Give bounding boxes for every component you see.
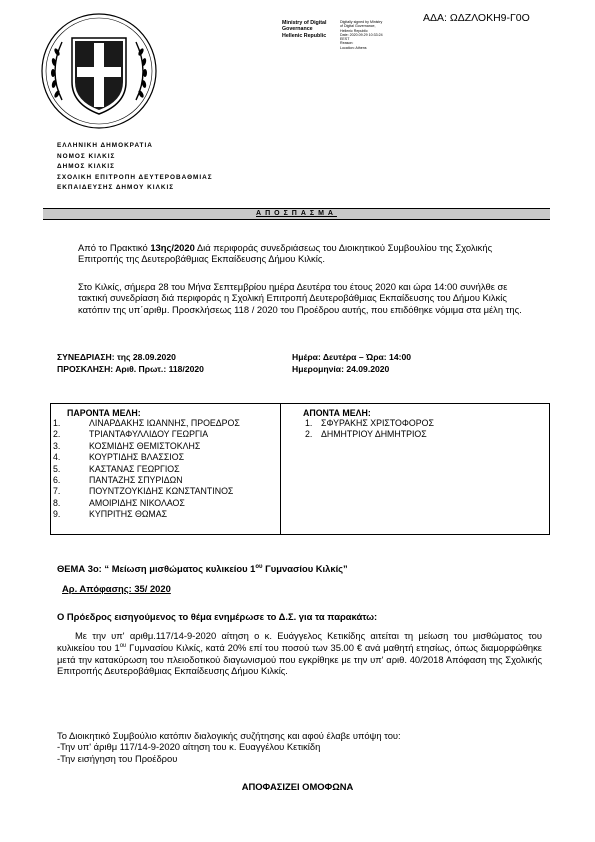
list-item: 5. ΚΑΣΤΑΝΑΣ ΓΕΩΡΓΙΟΣ	[53, 463, 180, 474]
list-item: 7. ΠΟΥΝΤΖΟΥΚΙΔΗΣ ΚΩΝΣΤΑΝΤΙΝΟΣ	[53, 486, 234, 497]
board-considerations: Το Διοικητικό Συμβούλιο κατόπιν διαλογικής συζήτησης και αφού έλαβε υπόψη του: -Την υπ' άριθμ 117/14-9-2020 αίτηση του κ. Ευαγγέλου Κετικίδη -Την εισήγηση του Προέδρου	[57, 730, 401, 764]
decision-number: Αρ. Απόφασης: 35/ 2020	[62, 583, 171, 594]
list-item: 1. ΛΙΝΑΡΔΑΚΗΣ ΙΩΑΝΝΗΣ, ΠΡΟΕΔΡΟΣ	[53, 418, 240, 428]
present-members-cell	[51, 404, 281, 535]
absent-members-title: ΑΠΟΝΤΑ ΜΕΛΗ:	[303, 408, 371, 418]
invitation-date: Ημερομηνία: 24.09.2020	[292, 364, 390, 374]
president-statement: Ο Πρόεδρος εισηγούμενος το θέμα ενημέρωσε το Δ.Σ. για τα παρακάτω:	[57, 611, 378, 622]
session-date: ΣΥΝΕΔΡΙΑΣΗ: της 28.09.2020	[57, 352, 176, 362]
present-members-title: ΠΑΡΟΝΤΑ ΜΕΛΗ:	[67, 408, 141, 418]
intro-paragraph: Από το Πρακτικό 13ης/2020 Διά περιφοράς συνεδριάσεως του Διοικητικού Συμβουλίου της Σχολικής Επιτροπής της Δευτεροβάθμιας Εκπαίδευσης Δήμου Κιλκίς.	[78, 242, 493, 265]
apospasma-title: ΑΠΟΣΠΑΣΜΑ	[256, 210, 337, 217]
decision-heading: ΑΠΟΦΑΣΙΖΕΙ ΟΜΟΦΩΝΑ	[241, 781, 354, 792]
list-item: 1. ΣΦΥΡΑΚΗΣ ΧΡΙΣΤΟΦΟΡΟΣ	[305, 418, 434, 428]
list-item: 8. ΑΜΟΙΡΙΔΗΣ ΝΙΚΟΛΑΟΣ	[53, 497, 185, 508]
list-item: 6. ΠΑΝΤΑΖΗΣ ΣΠΥΡΙΔΩΝ	[53, 475, 183, 486]
list-item: 2. ΔΗΜΗΤΡΙΟΥ ΔΗΜΗΤΡΙΟΣ	[305, 429, 427, 440]
session-paragraph: Στο Κιλκίς, σήμερα 28 του Μήνα Σεπτεμβρίου ημέρα Δευτέρα του έτους 2020 και ώρα 14:00 συνήλθε σε τακτική συνεδρίαση διά περιφοράς η Σχολική Επιτροπή Δευτεροβάθμιας Εκπαίδευσης του Δήμου Κιλκίς κατόπιν της υπ΄αριθμ. Προσκλήσεως 118 / 2020 του Προέδρου αυτής, που επιδόθηκε νόμιμα στα μέλη της.	[78, 281, 522, 315]
ada-code: ΑΔΑ: ΩΔΖΛΟΚΗ9-Γ0Ο	[423, 12, 530, 24]
request-paragraph: Με την υπ' αριθμ.117/14-9-2020 αίτηση ο κ. Ευάγγελος Κετικίδης αιτείται τη μείωση του μισθώματος του κυλικείου του $1^{o\upsilon}$ Γυμνασίου Κιλκίς, κατά 20% επί του ποσού των 35.00 € ανά μαθητή ετησίως, όπως διαμορφώθηκε μετά την κατακύρωση του πλειοδοτικού διαγωνισμού που εγκρίθηκε με την υπ' αριθ. 40/2018 Απόφαση της Σχολικής Επιτροπής Δευτεροβάθμιας Εκπαίδευσης Δήμου Κιλκίς.	[57, 630, 542, 677]
present-members-list	[51, 418, 280, 521]
list-item: 9. ΚΥΠΡΙΤΗΣ ΘΩΜΑΣ	[53, 509, 168, 520]
invitation-number: ΠΡΟΣΚΛΗΣΗ: Αριθ. Πρωτ.: 118/2020	[57, 364, 204, 374]
subject-title: ΘΕΜΑ 3ο: “ Μείωση μισθώματος κυλικείου $1^{o\upsilon}$ Γυμνασίου Κιλκίς”	[57, 563, 348, 574]
absent-members-list	[305, 418, 549, 441]
absent-members-cell	[281, 404, 550, 535]
members-table	[50, 403, 550, 535]
ministry-signature-label: Ministry of Digital Governance Hellenic Republic	[282, 20, 327, 39]
digital-signature-details: Digitally signed by Ministry of Digital Governance, Hellenic Republic Date: 2020.09.29 10:33:24 EEST Reason: Location: Athens	[340, 20, 383, 50]
session-day-time: Ημέρα: Δευτέρα – Ώρα: 14:00	[292, 352, 412, 362]
issuer-header: ΕΛΛΗΝΙΚΗ ΔΗΜΟΚΡΑΤΙΑ ΝΟΜΟΣ ΚΙΛΚΙΣ ΔΗΜΟΣ ΚΙΛΚΙΣ ΣΧΟΛΙΚΗ ΕΠΙΤΡΟΠΗ ΔΕΥΤΕΡΟΒΑΘΜΙΑΣ ΕΚΠΑΙΔΕΥΣΗΣ ΔΗΜΟΥ ΚΙΛΚΙΣ	[57, 142, 213, 192]
list-item: 3. ΚΟΣΜΙΔΗΣ ΘΕΜΙΣΤΟΚΛΗΣ	[53, 440, 201, 451]
list-item: 4. ΚΟΥΡΤΙΔΗΣ ΒΛΑΣΣΙΟΣ	[53, 452, 185, 463]
hellenic-republic-emblem	[40, 12, 158, 130]
apospasma-banner	[43, 208, 550, 220]
list-item: 2. ΤΡΙΑΝΤΑΦΥΛΛΙΔΟΥ ΓΕΩΡΓΙΑ	[53, 429, 209, 440]
